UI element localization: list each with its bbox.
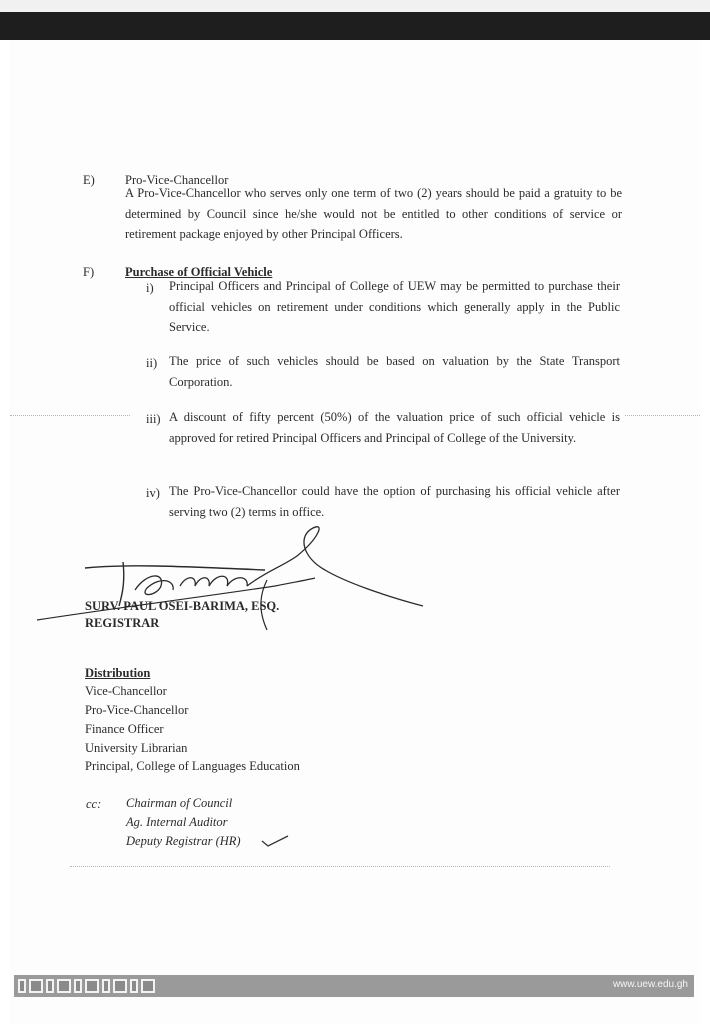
- item-number: iv): [146, 486, 160, 500]
- section-e-heading: Pro-Vice-Chancellor: [125, 173, 229, 187]
- cc-item: Deputy Registrar (HR): [126, 834, 241, 848]
- cc-label: cc:: [86, 797, 102, 811]
- footer-website: www.uew.edu.gh: [612, 979, 688, 990]
- section-e-body: A Pro-Vice-Chancellor who serves only one term of two (2) years should be paid a gratuity to be determined by Council since he/she would not be entitled to other conditions of service or retirement package enjoyed by other Principal Officers.: [125, 186, 622, 241]
- signatory-name: SURV. PAUL OSEI-BARIMA, ESQ.: [85, 599, 280, 613]
- vehicle-clause-4: The Pro-Vice-Chancellor could have the option of purchasing his official vehicle after serving two (2) terms in office.: [169, 484, 620, 519]
- section-f-label: F): [83, 265, 95, 279]
- page-separator-band: [0, 12, 710, 40]
- cc-item: Ag. Internal Auditor: [126, 815, 228, 829]
- cc-item: Chairman of Council: [126, 796, 233, 810]
- item-number: i): [146, 281, 154, 295]
- distribution-item: University Librarian: [85, 741, 188, 755]
- scan-noise: [70, 866, 610, 867]
- distribution-item: Principal, College of Languages Education: [85, 759, 300, 773]
- item-number: ii): [146, 356, 158, 370]
- vehicle-clause-3: A discount of fifty percent (50%) of the valuation price of such official vehicle is approved for retired Principal Officers and Principal of College of the University.: [169, 410, 620, 445]
- scan-noise: [10, 415, 130, 416]
- footer-decorative-bars: [18, 979, 155, 993]
- check-mark-icon: [260, 834, 290, 848]
- signature-scribble: [35, 520, 435, 640]
- distribution-item: Vice-Chancellor: [85, 684, 167, 698]
- section-f-heading: Purchase of Official Vehicle: [125, 265, 273, 279]
- scan-noise: [625, 415, 700, 416]
- distribution-item: Finance Officer: [85, 722, 164, 736]
- vehicle-clause-1: Principal Officers and Principal of College of UEW may be permitted to purchase their official vehicles on retirement under conditions which generally apply in the Public Service.: [169, 279, 620, 334]
- signatory-title: REGISTRAR: [85, 616, 160, 630]
- distribution-heading: Distribution: [85, 666, 151, 680]
- vehicle-clause-2: The price of such vehicles should be based on valuation by the State Transport Corporation.: [169, 354, 620, 389]
- section-e-label: E): [83, 173, 95, 187]
- distribution-item: Pro-Vice-Chancellor: [85, 703, 189, 717]
- item-number: iii): [146, 412, 161, 426]
